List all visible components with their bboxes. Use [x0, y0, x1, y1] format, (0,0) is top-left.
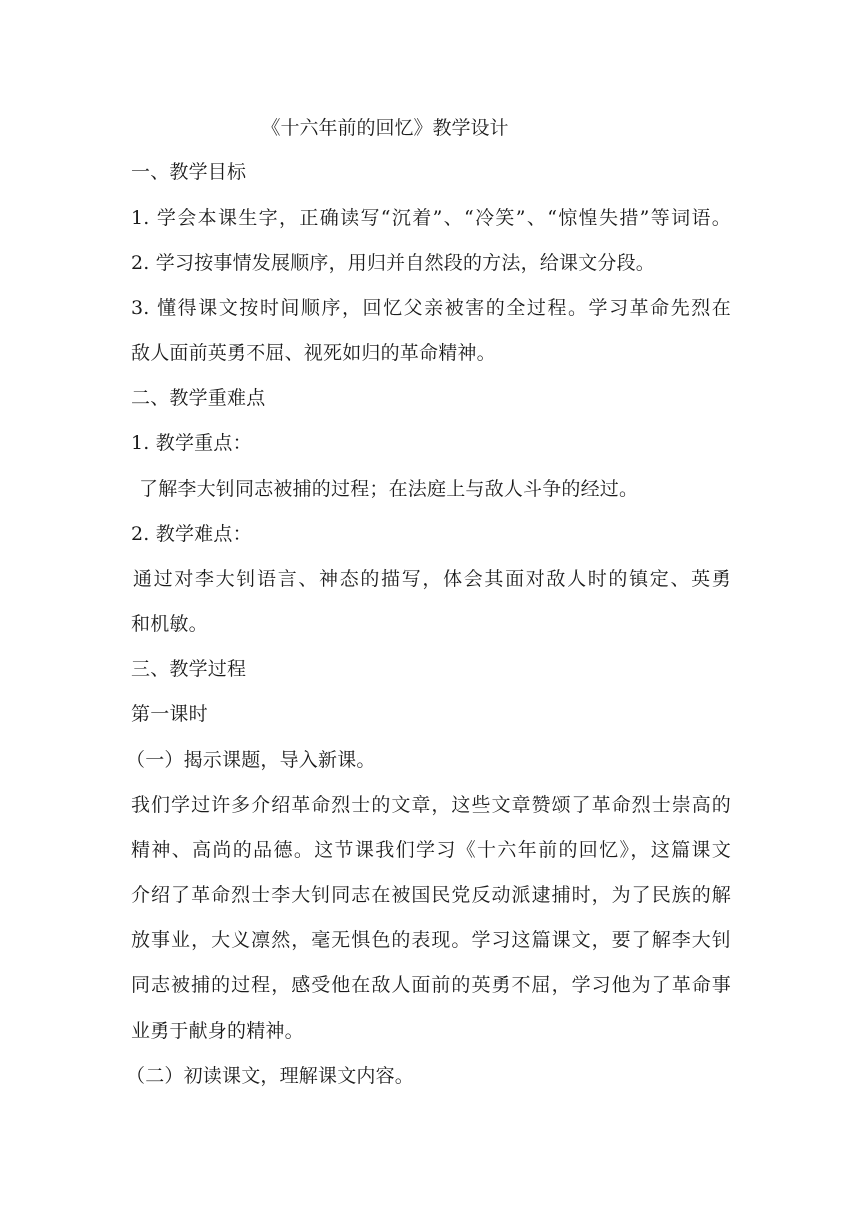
- difficulty-heading: 2. 教学难点：: [131, 523, 252, 545]
- step-two-heading: （二）初读课文，理解课文内容。: [126, 1065, 415, 1087]
- difficulty-text: 通过对李大钊语言、神态的描写，体会其面对敌人时的镇定、英勇: [133, 568, 731, 590]
- key-point-text: 了解李大钊同志被捕的过程；在法庭上与敌人斗争的经过。: [139, 478, 639, 500]
- objective-item-1: 1. 学会本课生字，正确读写“沉着”、“冷笑”、“惊惶失措”等词语。: [131, 207, 731, 229]
- objective-item-3: 3. 懂得课文按时间顺序，回忆父亲被害的全过程。学习革命先烈在: [131, 297, 731, 319]
- intro-paragraph-line-1: 我们学过许多介绍革命烈士的文章，这些文章赞颂了革命烈士崇高的: [131, 794, 731, 816]
- key-point-heading: 1. 教学重点：: [131, 432, 252, 454]
- section-heading-process: 三、教学过程: [131, 658, 247, 680]
- intro-paragraph-line-5: 同志被捕的过程，感受他在敌人面前的英勇不屈，学习他为了革命事: [131, 974, 731, 996]
- intro-paragraph-line-3: 介绍了革命烈士李大钊同志在被国民党反动派逮捕时，为了民族的解: [131, 884, 731, 906]
- section-heading-key-points: 二、教学重难点: [131, 387, 266, 409]
- step-one-heading: （一）揭示课题，导入新课。: [126, 749, 376, 771]
- difficulty-text-continued: 和机敏。: [131, 613, 208, 635]
- document-title: 《十六年前的回忆》教学设计: [261, 117, 509, 139]
- objective-item-2: 2. 学习按事情发展顺序，用归并自然段的方法，给课文分段。: [131, 252, 655, 274]
- section-heading-objectives: 一、教学目标: [131, 161, 247, 183]
- intro-paragraph-line-6: 业勇于献身的精神。: [131, 1020, 304, 1042]
- lesson-one-heading: 第一课时: [131, 703, 208, 725]
- intro-paragraph-line-2: 精神、高尚的品德。这节课我们学习《十六年前的回忆》，这篇课文: [131, 839, 731, 861]
- objective-item-3-continued: 敌人面前英勇不屈、视死如归的革命精神。: [131, 342, 496, 364]
- intro-paragraph-line-4: 放事业，大义凛然，毫无惧色的表现。学习这篇课文，要了解李大钊: [131, 929, 731, 951]
